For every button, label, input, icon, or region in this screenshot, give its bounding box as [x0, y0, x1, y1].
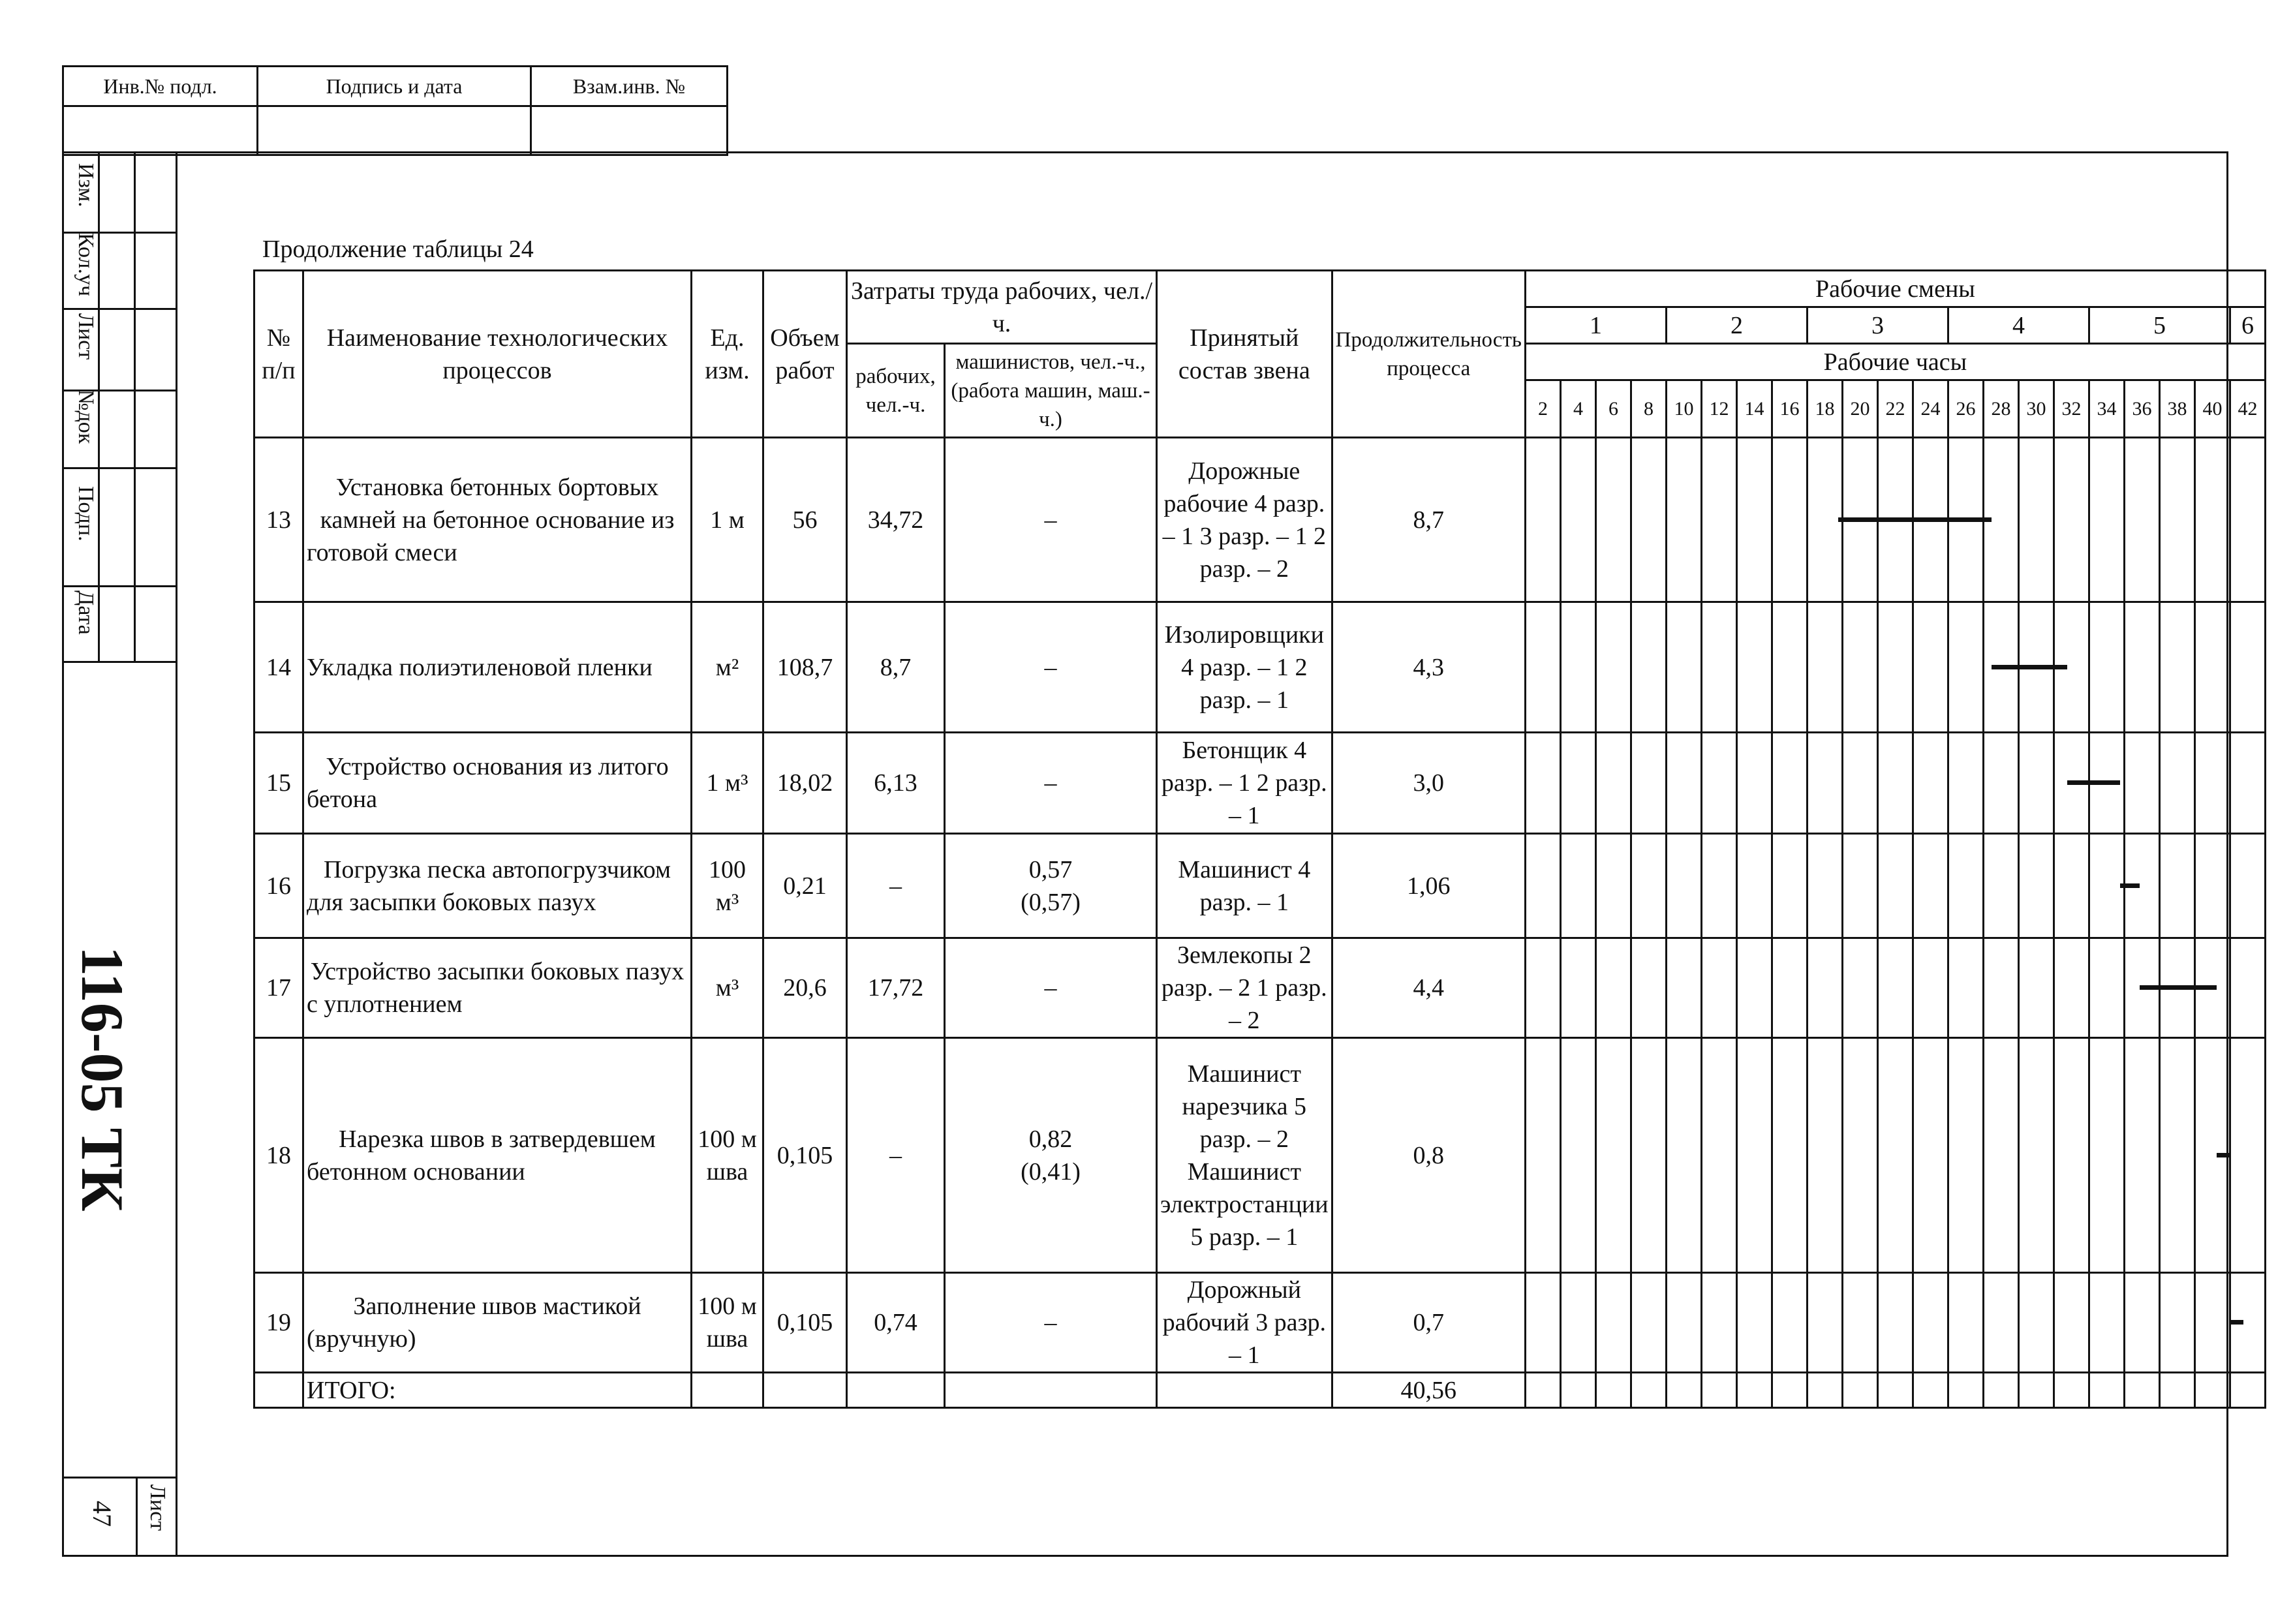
- header-num: № п/п: [254, 271, 303, 438]
- side-list: Лист: [74, 313, 98, 360]
- gantt-cell: [1772, 1273, 1807, 1373]
- gantt-cell: [1842, 733, 1877, 834]
- side-sheet-number: 47: [87, 1501, 117, 1527]
- shift-number: 2: [1666, 307, 1807, 344]
- gantt-cell: [2230, 1373, 2265, 1408]
- table-row: [254, 834, 2266, 938]
- header-workers: рабочих, чел.-ч.: [847, 344, 945, 438]
- gantt-cell: [1736, 1373, 1772, 1408]
- gantt-cell: [1913, 1273, 1948, 1373]
- gantt-cell: [2230, 1038, 2265, 1273]
- duration: 8,7: [1332, 438, 1525, 602]
- gantt-cell: [1842, 1373, 1877, 1408]
- hour-number: 2: [1525, 380, 1560, 438]
- hour-number: 22: [1877, 380, 1913, 438]
- gantt-cell: [1595, 1273, 1631, 1373]
- labor-workers: 8,7: [847, 602, 945, 733]
- gantt-cell: [2018, 438, 2054, 602]
- gantt-cell: [1948, 1038, 1983, 1273]
- gantt-cell: [1913, 602, 1948, 733]
- gantt-cell: [2159, 602, 2194, 733]
- gantt-cell: [1807, 938, 1842, 1038]
- total-empty: [1157, 1373, 1332, 1408]
- gantt-cell: [1948, 733, 1983, 834]
- row-number: 18: [254, 1038, 303, 1273]
- gantt-cell: [1948, 834, 1983, 938]
- gantt-bar: [1838, 517, 1992, 522]
- side-sheet-label: Лист: [146, 1484, 170, 1531]
- gantt-cell: [2018, 733, 2054, 834]
- labor-machinists: [945, 834, 1157, 938]
- hour-number: 28: [1983, 380, 2018, 438]
- gantt-cell: [1948, 1273, 1983, 1373]
- volume: 0,21: [763, 834, 847, 938]
- process-name: Укладка полиэтиленовой пленки: [303, 602, 692, 733]
- machinists-hours: –: [1044, 653, 1057, 681]
- shift-number: 1: [1525, 307, 1666, 344]
- volume: 0,105: [763, 1038, 847, 1273]
- machinists-hours: –: [1044, 769, 1057, 797]
- gantt-cell: [2230, 733, 2265, 834]
- crew: Бетонщик 4 разр. – 1 2 разр. – 1: [1157, 733, 1332, 834]
- gantt-bar: [2120, 883, 2140, 888]
- process-name: Нарезка швов в затвердевшем бетонном основании: [303, 1038, 692, 1273]
- gantt-cell: [2124, 438, 2159, 602]
- gantt-cell: [2089, 1373, 2124, 1408]
- gantt-cell: [1877, 1038, 1913, 1273]
- work-schedule-table: [253, 269, 2266, 1409]
- labor-workers: 17,72: [847, 938, 945, 1038]
- hour-number: 16: [1772, 380, 1807, 438]
- gantt-cell: [1560, 1273, 1595, 1373]
- crew: Машинист 4 разр. – 1: [1157, 834, 1332, 938]
- gantt-cell: [1631, 438, 1666, 602]
- gantt-cell: [1877, 834, 1913, 938]
- gantt-cell: [2089, 602, 2124, 733]
- gantt-cell: [1772, 1373, 1807, 1408]
- labor-machinists: [945, 1273, 1157, 1373]
- hour-number: 38: [2159, 380, 2194, 438]
- gantt-cell: [1666, 438, 1701, 602]
- crew: Машинист нарезчика 5 разр. – 2 Машинист электростанции 5 разр. – 1: [1157, 1038, 1332, 1273]
- gantt-cell: [1666, 1373, 1701, 1408]
- gantt-cell: [1701, 1038, 1736, 1273]
- duration: 0,8: [1332, 1038, 1525, 1273]
- crew: Дорожные рабочие 4 разр. – 1 3 разр. – 1 2 разр. – 2: [1157, 438, 1332, 602]
- gantt-cell: [1772, 1038, 1807, 1273]
- gantt-cell: [1595, 1038, 1631, 1273]
- machinists-hours: 0,57: [1028, 855, 1073, 883]
- gantt-cell: [1983, 733, 2018, 834]
- gantt-cell: [1525, 1373, 1560, 1408]
- machine-hours: (0,41): [1021, 1157, 1081, 1186]
- gantt-cell: [1631, 834, 1666, 938]
- gantt-cell: [1983, 834, 2018, 938]
- gantt-cell: [1877, 733, 1913, 834]
- hour-number: 4: [1560, 380, 1595, 438]
- gantt-cell: [1736, 938, 1772, 1038]
- gantt-cell: [1807, 834, 1842, 938]
- side-kol: Кол.уч: [74, 233, 98, 297]
- unit: 100 м³: [692, 834, 763, 938]
- gantt-cell: [2230, 438, 2265, 602]
- gantt-cell: [2230, 834, 2265, 938]
- hour-number: 10: [1666, 380, 1701, 438]
- gantt-cell: [1772, 733, 1807, 834]
- side-podp: Подп.: [74, 486, 98, 542]
- unit: 100 м шва: [692, 1273, 763, 1373]
- stamp-cell: [63, 106, 258, 155]
- unit: м³: [692, 938, 763, 1038]
- duration: 1,06: [1332, 834, 1525, 938]
- hour-number: 20: [1842, 380, 1877, 438]
- duration: 4,3: [1332, 602, 1525, 733]
- stamp-replace-inv: Взам.инв. №: [531, 67, 728, 106]
- gantt-cell: [1772, 938, 1807, 1038]
- table-row: [254, 938, 2266, 1038]
- gantt-cell: [1736, 1038, 1772, 1273]
- table-caption: Продолжение таблицы 24: [262, 236, 534, 263]
- header-crew: Принятый состав звена: [1157, 271, 1332, 438]
- gantt-cell: [1595, 733, 1631, 834]
- gantt-cell: [1842, 834, 1877, 938]
- gantt-cell: [1560, 438, 1595, 602]
- stamp-signature-date: Подпись и дата: [258, 67, 531, 106]
- header-duration: Продолжительность процесса: [1332, 271, 1525, 438]
- gantt-cell: [2124, 602, 2159, 733]
- gantt-cell: [1948, 1373, 1983, 1408]
- row-number: 19: [254, 1273, 303, 1373]
- gantt-cell: [2089, 438, 2124, 602]
- total-label: ИТОГО:: [303, 1373, 692, 1408]
- volume: 20,6: [763, 938, 847, 1038]
- gantt-cell: [2018, 938, 2054, 1038]
- shift-number: 6: [2230, 307, 2265, 344]
- labor-machinists: [945, 733, 1157, 834]
- gantt-cell: [1842, 1038, 1877, 1273]
- gantt-cell: [1877, 1373, 1913, 1408]
- gantt-cell: [2089, 938, 2124, 1038]
- row-number: 13: [254, 438, 303, 602]
- shift-number: 5: [2089, 307, 2230, 344]
- header-hours: Рабочие часы: [1525, 344, 2265, 380]
- gantt-cell: [1631, 602, 1666, 733]
- gantt-cell: [1525, 733, 1560, 834]
- gantt-cell: [1701, 834, 1736, 938]
- gantt-cell: [2124, 1373, 2159, 1408]
- unit: 1 м: [692, 438, 763, 602]
- gantt-cell: [1736, 602, 1772, 733]
- gantt-cell: [2054, 834, 2089, 938]
- gantt-cell: [2089, 1038, 2124, 1273]
- gantt-cell: [2089, 834, 2124, 938]
- gantt-cell: [2159, 733, 2194, 834]
- stamp-cell: [258, 106, 531, 155]
- labor-machinists: [945, 438, 1157, 602]
- header-volume: Объем работ: [763, 271, 847, 438]
- gantt-cell: [1666, 602, 1701, 733]
- duration: 4,4: [1332, 938, 1525, 1038]
- document-code: 116-05 ТК: [69, 946, 136, 1212]
- total-row: [254, 1373, 2266, 1408]
- table-row: [254, 733, 2266, 834]
- hour-number: 34: [2089, 380, 2124, 438]
- gantt-cell: [2194, 733, 2230, 834]
- gantt-cell: [1736, 1273, 1772, 1373]
- stamp-inv-podl: Инв.№ подл.: [63, 67, 258, 106]
- gantt-cell: [2124, 1273, 2159, 1373]
- machinists-hours: –: [1044, 974, 1057, 1002]
- gantt-cell: [1736, 834, 1772, 938]
- gantt-cell: [1595, 834, 1631, 938]
- side-izm: Изм.: [74, 163, 98, 207]
- gantt-cell: [2054, 1373, 2089, 1408]
- gantt-cell: [1666, 834, 1701, 938]
- gantt-cell: [1807, 602, 1842, 733]
- gantt-cell: [1666, 733, 1701, 834]
- header-machinists: машинистов, чел.-ч., (работа машин, маш.-ч.): [945, 344, 1157, 438]
- gantt-cell: [2054, 938, 2089, 1038]
- machinists-hours: –: [1044, 506, 1057, 534]
- gantt-cell: [1807, 438, 1842, 602]
- gantt-cell: [1948, 938, 1983, 1038]
- crew: Землекопы 2 разр. – 2 1 разр. – 2: [1157, 938, 1332, 1038]
- volume: 108,7: [763, 602, 847, 733]
- gantt-cell: [1807, 1273, 1842, 1373]
- side-data: Дата: [74, 590, 98, 635]
- total-empty: [763, 1373, 847, 1408]
- process-name: Установка бетонных бортовых камней на бетонное основание из готовой смеси: [303, 438, 692, 602]
- table-row: [254, 602, 2266, 733]
- gantt-cell: [1595, 1373, 1631, 1408]
- row-number: 15: [254, 733, 303, 834]
- labor-workers: –: [847, 1038, 945, 1273]
- hour-number: 42: [2230, 380, 2265, 438]
- gantt-cell: [1842, 602, 1877, 733]
- hour-number: 40: [2194, 380, 2230, 438]
- gantt-cell: [2018, 834, 2054, 938]
- total-empty: [692, 1373, 763, 1408]
- gantt-cell: [1560, 602, 1595, 733]
- process-name: Устройство засыпки боковых пазух с уплотнением: [303, 938, 692, 1038]
- gantt-cell: [2159, 1273, 2194, 1373]
- labor-workers: 0,74: [847, 1273, 945, 1373]
- gantt-bar: [1992, 665, 2067, 669]
- gantt-cell: [2018, 1373, 2054, 1408]
- gantt-bar: [2231, 1320, 2243, 1325]
- shift-number: 4: [1948, 307, 2089, 344]
- gantt-cell: [2159, 1038, 2194, 1273]
- gantt-bar: [2067, 780, 2120, 785]
- gantt-cell: [1560, 1038, 1595, 1273]
- gantt-cell: [2159, 834, 2194, 938]
- top-stamp: [62, 65, 728, 156]
- gantt-cell: [1736, 733, 1772, 834]
- hour-number: 24: [1913, 380, 1948, 438]
- gantt-cell: [1595, 438, 1631, 602]
- gantt-cell: [1913, 1373, 1948, 1408]
- shift-number: 3: [1807, 307, 1948, 344]
- row-number: 17: [254, 938, 303, 1038]
- hour-number: 26: [1948, 380, 1983, 438]
- gantt-cell: [1701, 1373, 1736, 1408]
- crew: Дорожный рабочий 3 разр. – 1: [1157, 1273, 1332, 1373]
- header-shifts: Рабочие смены: [1525, 271, 2265, 307]
- hour-number: 32: [2054, 380, 2089, 438]
- gantt-cell: [1560, 733, 1595, 834]
- table-row: [254, 438, 2266, 602]
- unit: м²: [692, 602, 763, 733]
- gantt-cell: [1913, 733, 1948, 834]
- machine-hours: (0,57): [1021, 888, 1081, 916]
- total-empty: [945, 1373, 1157, 1408]
- table-row: [254, 1038, 2266, 1273]
- hour-number: 8: [1631, 380, 1666, 438]
- gantt-cell: [2018, 1038, 2054, 1273]
- process-name: Устройство основания из литого бетона: [303, 733, 692, 834]
- gantt-cell: [1772, 834, 1807, 938]
- gantt-cell: [1948, 602, 1983, 733]
- gantt-cell: [1877, 602, 1913, 733]
- gantt-cell: [1983, 938, 2018, 1038]
- machinists-hours: 0,82: [1028, 1125, 1073, 1153]
- gantt-cell: [1772, 438, 1807, 602]
- gantt-cell: [2194, 1273, 2230, 1373]
- gantt-cell: [1913, 1038, 1948, 1273]
- gantt-cell: [1595, 602, 1631, 733]
- total-duration: 40,56: [1332, 1373, 1525, 1408]
- gantt-cell: [1701, 938, 1736, 1038]
- unit: 1 м³: [692, 733, 763, 834]
- gantt-cell: [2194, 602, 2230, 733]
- gantt-cell: [1560, 1373, 1595, 1408]
- gantt-cell: [1666, 1273, 1701, 1373]
- gantt-cell: [2054, 438, 2089, 602]
- row-number: 14: [254, 602, 303, 733]
- gantt-cell: [1631, 1273, 1666, 1373]
- gantt-cell: [2159, 438, 2194, 602]
- labor-machinists: [945, 938, 1157, 1038]
- gantt-cell: [2124, 1038, 2159, 1273]
- volume: 56: [763, 438, 847, 602]
- gantt-cell: [1772, 602, 1807, 733]
- header-labor: Затраты труда рабочих, чел./ч.: [847, 271, 1157, 344]
- gantt-cell: [2194, 834, 2230, 938]
- labor-workers: 34,72: [847, 438, 945, 602]
- labor-workers: –: [847, 834, 945, 938]
- gantt-cell: [1701, 438, 1736, 602]
- gantt-cell: [1631, 938, 1666, 1038]
- gantt-cell: [1701, 733, 1736, 834]
- hour-number: 30: [2018, 380, 2054, 438]
- process-name: Погрузка песка автопогрузчиком для засыпки боковых пазух: [303, 834, 692, 938]
- gantt-cell: [2054, 1038, 2089, 1273]
- total-empty: [847, 1373, 945, 1408]
- gantt-cell: [1913, 938, 1948, 1038]
- gantt-cell: [1631, 733, 1666, 834]
- process-name: Заполнение швов мастикой (вручную): [303, 1273, 692, 1373]
- gantt-cell: [1631, 1373, 1666, 1408]
- side-ndok: №док: [74, 390, 98, 444]
- duration: 0,7: [1332, 1273, 1525, 1373]
- volume: 0,105: [763, 1273, 847, 1373]
- gantt-cell: [1525, 438, 1560, 602]
- gantt-cell: [2054, 1273, 2089, 1373]
- gantt-cell: [1842, 938, 1877, 1038]
- gantt-cell: [2089, 1273, 2124, 1373]
- hour-number: 14: [1736, 380, 1772, 438]
- labor-machinists: [945, 602, 1157, 733]
- gantt-bar: [2140, 985, 2217, 990]
- gantt-cell: [1983, 1038, 2018, 1273]
- gantt-cell: [1666, 938, 1701, 1038]
- hour-number: 36: [2124, 380, 2159, 438]
- gantt-cell: [2194, 1373, 2230, 1408]
- hour-number: 6: [1595, 380, 1631, 438]
- header-name: Наименование технологических процессов: [303, 271, 692, 438]
- gantt-cell: [2159, 1373, 2194, 1408]
- duration: 3,0: [1332, 733, 1525, 834]
- gantt-cell: [1525, 938, 1560, 1038]
- crew: Изолировщики 4 разр. – 1 2 разр. – 1: [1157, 602, 1332, 733]
- gantt-cell: [1525, 834, 1560, 938]
- hour-number: 18: [1807, 380, 1842, 438]
- gantt-cell: [2230, 938, 2265, 1038]
- gantt-cell: [1736, 438, 1772, 602]
- gantt-cell: [1666, 1038, 1701, 1273]
- gantt-cell: [1525, 1273, 1560, 1373]
- labor-machinists: [945, 1038, 1157, 1273]
- table-row: [254, 1273, 2266, 1373]
- gantt-cell: [1525, 602, 1560, 733]
- hour-number: 12: [1701, 380, 1736, 438]
- gantt-cell: [1983, 1273, 2018, 1373]
- gantt-bar: [2217, 1153, 2231, 1157]
- gantt-cell: [1842, 1273, 1877, 1373]
- gantt-cell: [1913, 834, 1948, 938]
- gantt-cell: [2018, 1273, 2054, 1373]
- gantt-cell: [1983, 1373, 2018, 1408]
- stamp-cell: [531, 106, 728, 155]
- gantt-cell: [1595, 938, 1631, 1038]
- volume: 18,02: [763, 733, 847, 834]
- gantt-cell: [2230, 602, 2265, 733]
- gantt-cell: [1877, 1273, 1913, 1373]
- gantt-cell: [1807, 1038, 1842, 1273]
- gantt-cell: [1560, 834, 1595, 938]
- gantt-cell: [1701, 602, 1736, 733]
- gantt-cell: [1877, 938, 1913, 1038]
- gantt-cell: [2194, 438, 2230, 602]
- gantt-cell: [1525, 1038, 1560, 1273]
- row-number: 16: [254, 834, 303, 938]
- machinists-hours: –: [1044, 1309, 1057, 1336]
- total-empty: [254, 1373, 303, 1408]
- gantt-cell: [1560, 938, 1595, 1038]
- gantt-cell: [1631, 1038, 1666, 1273]
- unit: 100 м шва: [692, 1038, 763, 1273]
- gantt-cell: [2124, 733, 2159, 834]
- gantt-cell: [1807, 1373, 1842, 1408]
- header-unit: Ед. изм.: [692, 271, 763, 438]
- gantt-cell: [1807, 733, 1842, 834]
- labor-workers: 6,13: [847, 733, 945, 834]
- gantt-cell: [1701, 1273, 1736, 1373]
